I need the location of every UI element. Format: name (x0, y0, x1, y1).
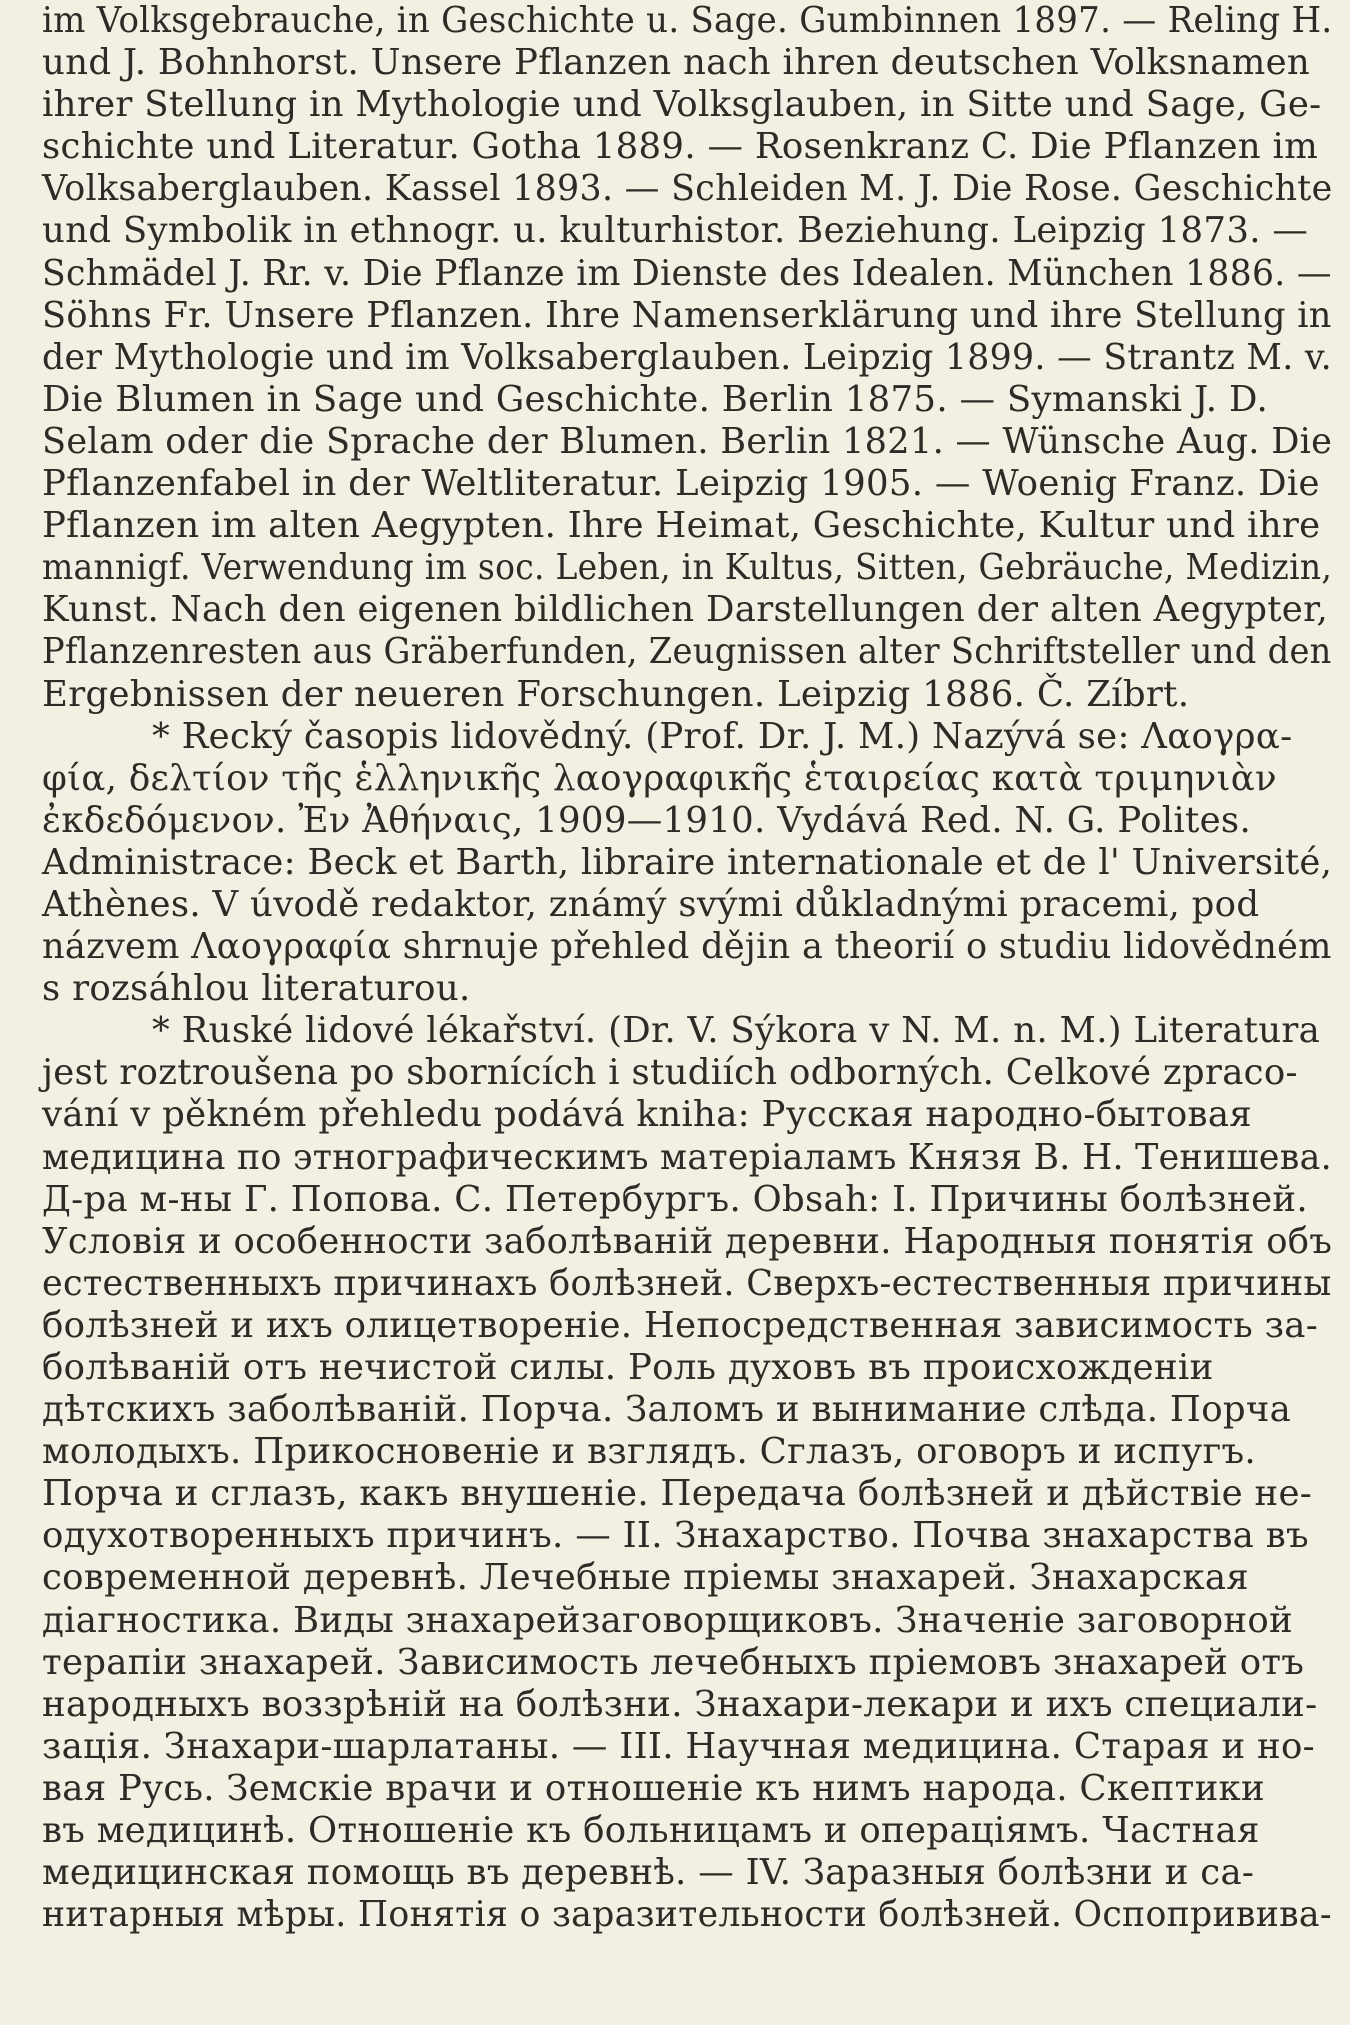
text-line: Д-ра м-ны Г. Попова. С. Петербургъ. Obsah: I. Причины болѣзней. (42, 1178, 1308, 1220)
signature-line: Ergebnissen der neueren Forschungen. Leipzig 1886. Č. Zíbrt. (42, 673, 1190, 715)
text-line: Administrace: Beck et Barth, libraire internationale et de l' Université, (42, 841, 1333, 883)
text-line: der Mythologie und im Volksaberglauben. Leipzig 1899. — Strantz M. v. (42, 336, 1332, 378)
text-line: современной деревнѣ. Лечебные пріемы знахарей. Знахарская (42, 1557, 1249, 1599)
text-line: názvem Λαογραφία shrnuje přehled dějin a theorií o studiu lidovědném (42, 926, 1332, 968)
text-line: und J. Bohnhorst. Unsere Pflanzen nach ihren deutschen Volksnamen (42, 42, 1311, 84)
text-line: естественныхъ причинахъ болѣзней. Сверхъ-естественныя причины (42, 1262, 1332, 1304)
text-line: нитарныя мѣры. Понятія о заразительности болѣзней. Оспопривива- (42, 1894, 1332, 1936)
text-line: терапіи знахарей. Зависимость лечебныхъ пріемовъ знахарей отъ (42, 1641, 1305, 1683)
text-line: Schmädel J. Rr. v. Die Pflanze im Dienste des Idealen. München 1886. — (42, 252, 1332, 294)
text-line: jest roztroušena po sbornících i studiích odborných. Celkové zpraco- (42, 1052, 1298, 1094)
text-line: одухотворенныхъ причинъ. — II. Знахарство. Почва знахарства въ (42, 1515, 1309, 1557)
text-line: вая Русь. Земскіе врачи и отношеніе къ нимъ народа. Скептики (42, 1767, 1265, 1809)
section-start-line: * Recký časopis lidovědný. (Prof. Dr. J. M.) Nazývá se: Λαογρα- (152, 715, 1293, 757)
body-text (42, 0, 1332, 1936)
text-line: φία, δελτίον τῆς ἑλληνικῆς λαογραφικῆς ἑταιρείας κατὰ τριμηνιὰν (42, 757, 1277, 799)
text-line: медицина по этнографическимъ матеріаламъ Князя В. Н. Тенишева. (42, 1136, 1332, 1178)
text-line: und Symbolik in ethnogr. u. kulturhistor. Beziehung. Leipzig 1873. — (42, 210, 1309, 252)
text-line: Volksaberglauben. Kassel 1893. — Schleiden M. J. Die Rose. Geschichte (42, 168, 1333, 210)
text-line: медицинская помощь въ деревнѣ. — IV. Заразныя болѣзни и са- (42, 1852, 1255, 1894)
text-line: зація. Знахари-шарлатаны. — III. Научная медицина. Старая и но- (42, 1725, 1315, 1767)
text-line: дѣтскихъ заболѣваній. Порча. Заломъ и вынимание слѣда. Порча (42, 1389, 1292, 1431)
text-line: Kunst. Nach den eigenen bildlichen Darstellungen der alten Aegypter, (42, 589, 1329, 631)
text-line: Условія и особенности заболѣваній деревни. Народныя понятія объ (42, 1220, 1333, 1262)
text-line: s rozsáhlou literaturou. (42, 968, 471, 1010)
text-line: ἐκδεδόμενον. Ἐν Ἀθήναις, 1909—1910. Vydává Red. N. G. Polites. (42, 799, 1252, 841)
text-line: im Volksgebrauche, in Geschichte u. Sage. Gumbinnen 1897. — Reling H. (42, 0, 1333, 41)
text-line: діагностика. Виды знахарейзаговорщиковъ. Значеніе заговорной (42, 1599, 1293, 1641)
text-line: ihrer Stellung in Mythologie und Volksglauben, in Sitte und Sage, Ge- (42, 84, 1322, 126)
text-line: въ медицинѣ. Отношеніе къ больницамъ и операціямъ. Частная (42, 1810, 1260, 1852)
text-line: Pflanzenfabel in der Weltliteratur. Leipzig 1905. — Woenig Franz. Die (42, 463, 1320, 505)
text-line: болѣваній отъ нечистой силы. Роль духовъ въ происхожденіи (42, 1347, 1214, 1388)
text-line: Порча и сглазъ, какъ внушеніе. Передача болѣзней и дѣйствіе не- (42, 1473, 1313, 1515)
section-start-line: * Ruské lidové lékařství. (Dr. V. Sýkora v N. M. n. M.) Literatura (152, 1010, 1321, 1052)
text-line: Pflanzenresten aus Gräberfunden, Zeugnissen alter Schriftsteller und den (42, 631, 1332, 673)
text-line: Die Blumen in Sage und Geschichte. Berlin 1875. — Symanski J. D. (42, 378, 1269, 420)
text-line: народныхъ воззрѣній на болѣзни. Знахари-лекари и ихъ специали- (42, 1683, 1318, 1725)
text-line: молодыхъ. Прикосновеніе и взглядъ. Сглазъ, оговоръ и испугъ. (42, 1431, 1256, 1473)
text-line: Selam oder die Sprache der Blumen. Berlin 1821. — Wünsche Aug. Die (42, 420, 1333, 462)
text-line: vání v pěkném přehledu podává kniha: Русская народно-бытовая (42, 1094, 1252, 1136)
text-line: mannigf. Verwendung im soc. Leben, in Kultus, Sitten, Gebräuche, Medizin, (42, 547, 1333, 589)
text-line: Söhns Fr. Unsere Pflanzen. Ihre Namenserklärung und ihre Stellung in (42, 294, 1332, 336)
text-line: болѣзней и ихъ олицетвореніе. Непосредственная зависимость за- (42, 1304, 1319, 1346)
text-line: Pflanzen im alten Aegypten. Ihre Heimat, Geschichte, Kultur und ihre (42, 505, 1321, 547)
text-line: schichte und Literatur. Gotha 1889. — Rosenkranz C. Die Pflanzen im (42, 126, 1319, 168)
text-line: Athènes. V úvodě redaktor, známý svými důkladnými pracemi, pod (42, 883, 1260, 925)
